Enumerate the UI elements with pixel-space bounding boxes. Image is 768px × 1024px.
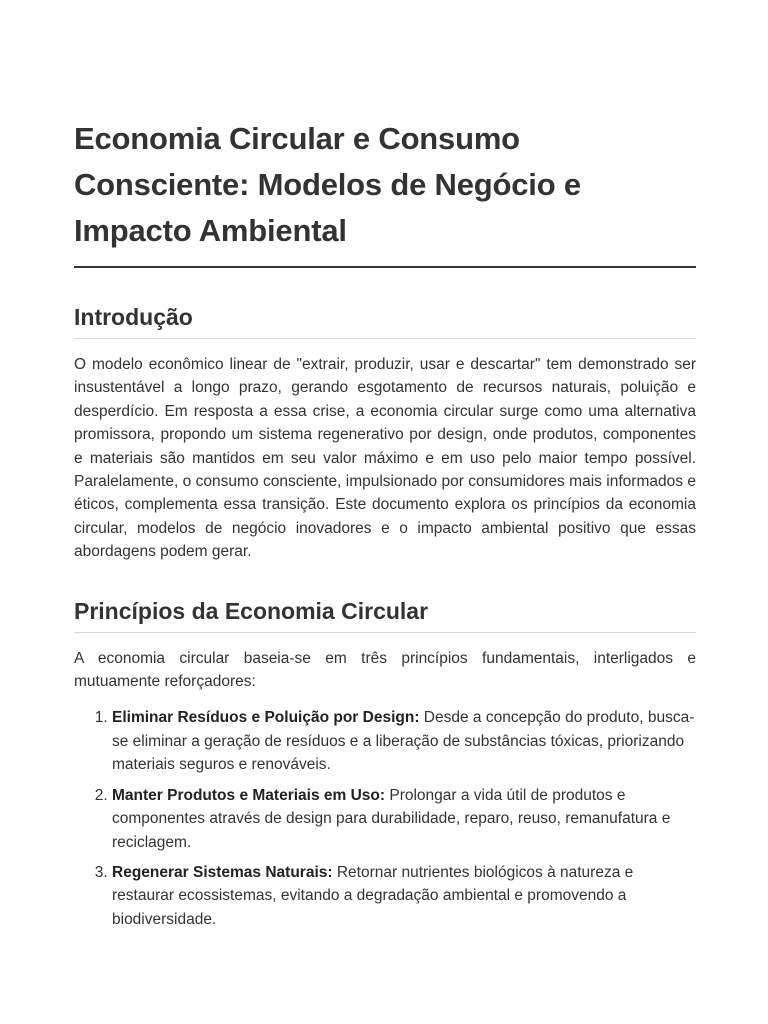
principle-item — [112, 706, 696, 776]
principles-intro: A economia circular baseia-se em três princípios fundamentais, interligados e mutuamente reforçadores: — [74, 649, 696, 691]
principle-item — [112, 784, 696, 854]
document-title: Economia Circular e Consumo Consciente: Modelos de Negócio e Impacto Ambiental — [74, 116, 696, 268]
principle-label: Eliminar Resíduos e Poluição por Design: — [112, 709, 420, 727]
principles-heading: Princípios da Economia Circular — [74, 596, 696, 633]
principle-text: Desde a concepção do produto, busca-se eliminar a geração de resíduos e a liberação de substâncias tóxicas, priorizando materiais seguros e renováveis. — [112, 709, 695, 774]
principle-text: Retornar nutrientes biológicos à natureza e restaurar ecossistemas, evitando a degradação ambiental e promovendo a biodiversidade. — [112, 863, 634, 928]
introduction-paragraph: O modelo econômico linear de "extrair, produzir, usar e descartar" tem demonstrado ser insustentável a longo prazo, gerando esgotamento de recursos naturais, poluição e desperdício. Em resposta a essa crise, a economia circular surge como uma alternativa promissora, propondo um sistema regenerativo por design, onde produtos, componentes e materiais são mantidos em seu valor máximo e em uso pelo maior tempo possível. Paralelamente, o consumo consciente, impulsionado por consumidores mais informados e éticos, complementa essa transição. Este documento explora os princípios da economia circular, modelos de negócio inovadores e o impacto ambiental positivo que essas abordagens podem gerar. — [74, 356, 696, 561]
introduction-heading: Introdução — [74, 302, 696, 339]
principle-label: Manter Produtos e Materiais em Uso: — [112, 786, 386, 804]
principles-list — [74, 706, 696, 931]
principle-text: Prolongar a vida útil de produtos e componentes através de design para durabilidade, reparo, reuso, remanufatura e reciclagem. — [112, 786, 671, 851]
principle-item — [112, 861, 696, 931]
principle-label: Regenerar Sistemas Naturais: — [112, 863, 333, 881]
